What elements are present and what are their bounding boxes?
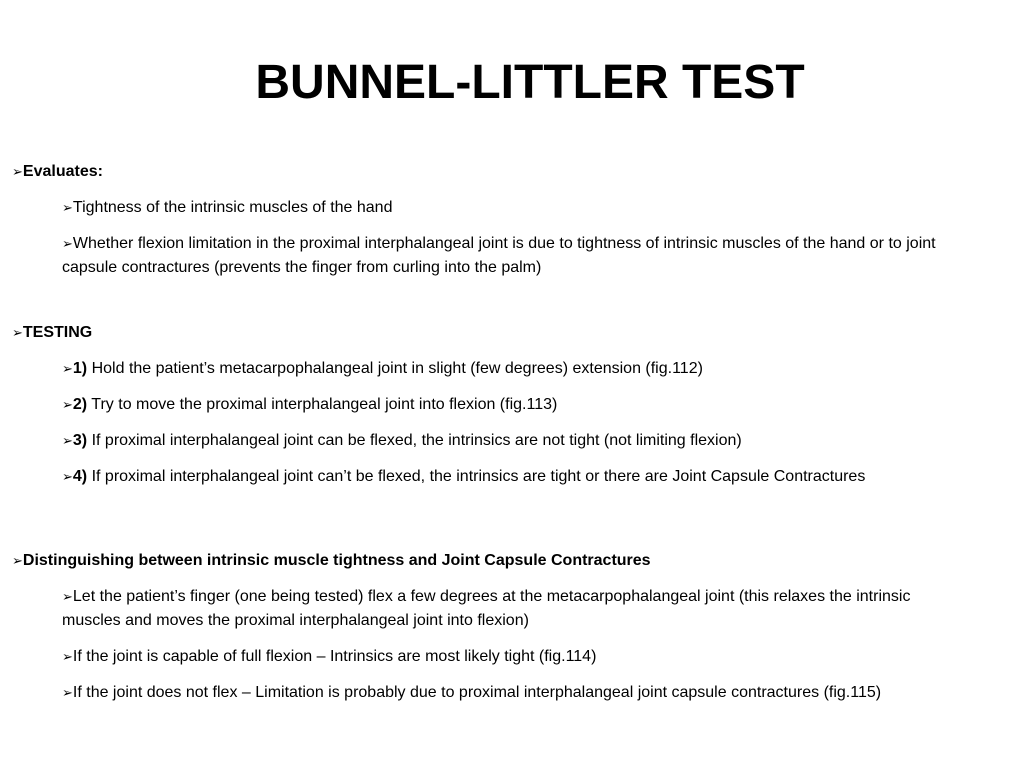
arrow-bullet-icon: ➢ [62, 236, 73, 251]
arrow-bullet-icon: ➢ [62, 200, 73, 215]
section-heading-label: Evaluates: [22, 163, 103, 180]
section-heading-label: Distinguishing between intrinsic muscle tightness and Joint Capsule Contractures [22, 552, 651, 569]
section-heading-distinguishing [12, 551, 651, 571]
arrow-bullet-icon: ➢ [62, 469, 73, 484]
section-heading-testing [12, 323, 92, 343]
arrow-bullet-icon: ➢ [62, 397, 73, 412]
list-item-text: If proximal interphalangeal joint can be flexed, the intrinsics are not tight (not limiting flexion) [87, 432, 742, 449]
list-item [62, 681, 962, 705]
list-item [62, 196, 962, 220]
list-item-text: If the joint does not flex – Limitation is probably due to proximal interphalangeal joint capsule contractures (fig.115) [72, 684, 882, 701]
arrow-bullet-icon: ➢ [62, 433, 73, 448]
list-item-text: Try to move the proximal interphalangeal joint into flexion (fig.113) [87, 396, 558, 413]
list-item-text: Hold the patient’s metacarpophalangeal joint in slight (few degrees) extension (fig.112) [87, 360, 703, 377]
step-number: 2) [72, 396, 88, 413]
section-heading-evaluates [12, 162, 103, 182]
step-number: 4) [72, 468, 88, 485]
list-item-text: Tightness of the intrinsic muscles of the hand [72, 199, 393, 216]
arrow-bullet-icon: ➢ [62, 685, 73, 700]
list-item [62, 465, 962, 489]
list-item [62, 585, 962, 633]
arrow-bullet-icon: ➢ [62, 589, 73, 604]
arrow-bullet-icon: ➢ [62, 361, 73, 376]
list-item [62, 429, 962, 453]
arrow-bullet-icon: ➢ [12, 553, 23, 568]
section-heading-label: TESTING [22, 324, 93, 341]
list-item-text: If the joint is capable of full flexion – Intrinsics are most likely tight (fig.114) [72, 648, 597, 665]
list-item-text: Let the patient’s finger (one being tested) flex a few degrees at the metacarpophalangeal joint (this relaxes the intrinsic muscles and moves the proximal interphalangeal joint into flexion) [62, 588, 911, 629]
list-item [62, 645, 962, 669]
list-item-text: If proximal interphalangeal joint can’t be flexed, the intrinsics are tight or there are Joint Capsule Contractures [87, 468, 866, 485]
arrow-bullet-icon: ➢ [62, 649, 73, 664]
slide-title: BUNNEL-LITTLER TEST [255, 56, 805, 109]
list-item [62, 393, 962, 417]
step-number: 3) [72, 432, 88, 449]
step-number: 1) [72, 360, 88, 377]
list-item [62, 232, 962, 280]
list-item [62, 357, 962, 381]
arrow-bullet-icon: ➢ [12, 164, 23, 179]
arrow-bullet-icon: ➢ [12, 325, 23, 340]
list-item-text: Whether flexion limitation in the proximal interphalangeal joint is due to tightness of intrinsic muscles of the hand or to joint capsule contractures (prevents the finger from curling into the palm) [62, 235, 936, 276]
